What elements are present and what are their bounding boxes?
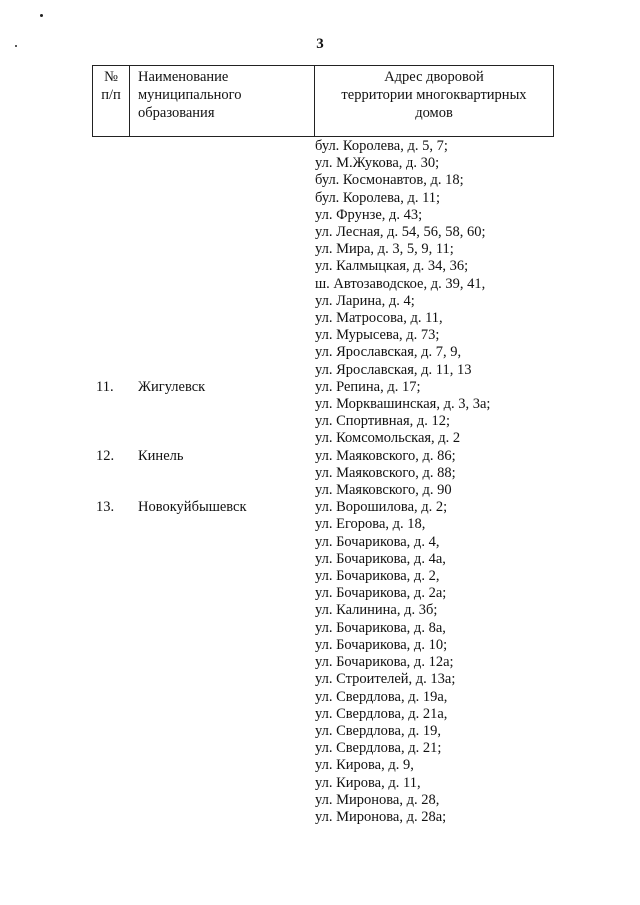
address-line: ул. Маяковского, д. 86; bbox=[315, 447, 456, 464]
header-address-line: территории многоквартирных bbox=[341, 87, 527, 103]
address-line: ул. Миронова, д. 28, bbox=[315, 791, 440, 808]
address-line: ул. Кирова, д. 9, bbox=[315, 757, 414, 774]
address-line: ул. Кирова, д. 11, bbox=[315, 774, 421, 791]
table-row bbox=[92, 138, 562, 379]
table-body bbox=[92, 138, 562, 826]
address-line: ул. Маяковского, д. 90 bbox=[315, 482, 452, 499]
address-line: ул. Бочарикова, д. 2а; bbox=[315, 585, 447, 602]
header-address-cell bbox=[315, 66, 554, 137]
address-line: бул. Королева, д. 5, 7; bbox=[315, 138, 448, 154]
address-line: ул. Матросова, д. 11, bbox=[315, 310, 443, 327]
address-line: ул. Мира, д. 3, 5, 9, 11; bbox=[315, 241, 454, 258]
scan-speck bbox=[15, 45, 17, 47]
header-number-line: № bbox=[104, 69, 118, 85]
address-line: бул. Космонавтов, д. 18; bbox=[315, 172, 464, 189]
address-line: ул. Бочарикова, д. 4, bbox=[315, 533, 440, 550]
address-line: ул. Свердлова, д. 19а, bbox=[315, 688, 448, 705]
header-name-line: муниципального bbox=[138, 87, 242, 103]
address-line: ул. Ларина, д. 4; bbox=[315, 292, 415, 309]
address-line: ул. Егорова, д. 18, bbox=[315, 516, 426, 533]
address-line: ул. Свердлова, д. 19, bbox=[315, 722, 441, 739]
address-line: ул. Мурысева, д. 73; bbox=[315, 327, 440, 344]
row-number bbox=[92, 138, 135, 379]
address-line: ш. Автозаводское, д. 39, 41, bbox=[315, 275, 486, 292]
address-line: бул. Королева, д. 11; bbox=[315, 189, 441, 206]
address-line: ул. Маяковского, д. 88; bbox=[315, 464, 456, 481]
address-line: ул. Комсомольская, д. 2 bbox=[315, 430, 461, 447]
table-header bbox=[92, 65, 554, 137]
scan-speck bbox=[40, 14, 43, 17]
address-line: ул. М.Жукова, д. 30; bbox=[315, 155, 440, 172]
header-number-line: п/п bbox=[101, 87, 121, 103]
header-number-cell bbox=[93, 66, 130, 137]
municipality-name: Жигулевск bbox=[138, 378, 206, 395]
municipality-name: Новокуйбышевск bbox=[138, 499, 247, 516]
address-line: ул. Фрунзе, д. 43; bbox=[315, 206, 423, 223]
address-line: ул. Репина, д. 17; bbox=[315, 378, 421, 395]
address-line: ул. Бочарикова, д. 10; bbox=[315, 636, 448, 653]
address-line: ул. Спортивная, д. 12; bbox=[315, 413, 451, 430]
header-address-line: домов bbox=[415, 105, 453, 121]
address-line: ул. Миронова, д. 28а; bbox=[315, 808, 447, 825]
address-line: ул. Бочарикова, д. 4а, bbox=[315, 550, 446, 567]
address-line: ул. Ярославская, д. 11, 13 bbox=[315, 361, 472, 378]
address-line: ул. Свердлова, д. 21; bbox=[315, 740, 442, 757]
municipality-name bbox=[135, 138, 315, 379]
address-list bbox=[315, 499, 562, 826]
address-line: ул. Строителей, д. 13а; bbox=[315, 671, 456, 688]
address-list bbox=[315, 138, 562, 379]
address-line: ул. Бочарикова, д. 8а, bbox=[315, 619, 446, 636]
page-number: 3 bbox=[316, 36, 324, 52]
address-line: ул. Ярославская, д. 7, 9, bbox=[315, 344, 462, 361]
address-line: ул. Калинина, д. 3б; bbox=[315, 602, 438, 619]
address-list bbox=[315, 379, 562, 448]
header-address-line: Адрес дворовой bbox=[384, 69, 484, 85]
address-line: ул. Бочарикова, д. 2, bbox=[315, 568, 440, 585]
address-list bbox=[315, 448, 562, 500]
row-number: 11. bbox=[96, 378, 114, 395]
address-line: ул. Морквашинская, д. 3, 3а; bbox=[315, 396, 491, 413]
address-line: ул. Ворошилова, д. 2; bbox=[315, 499, 448, 516]
address-line: ул. Бочарикова, д. 12а; bbox=[315, 654, 454, 671]
address-line: ул. Калмыцкая, д. 34, 36; bbox=[315, 258, 469, 275]
municipality-name: Кинель bbox=[138, 447, 184, 464]
header-name-line: Наименование bbox=[138, 69, 229, 85]
address-line: ул. Свердлова, д. 21а, bbox=[315, 705, 448, 722]
row-number: 13. bbox=[96, 499, 115, 516]
row-number: 12. bbox=[96, 447, 115, 464]
table-row bbox=[92, 499, 562, 826]
header-name-line: образования bbox=[138, 105, 215, 121]
table-row bbox=[92, 379, 562, 448]
header-name-cell bbox=[130, 66, 315, 137]
address-line: ул. Лесная, д. 54, 56, 58, 60; bbox=[315, 224, 486, 241]
table-row bbox=[92, 448, 562, 500]
